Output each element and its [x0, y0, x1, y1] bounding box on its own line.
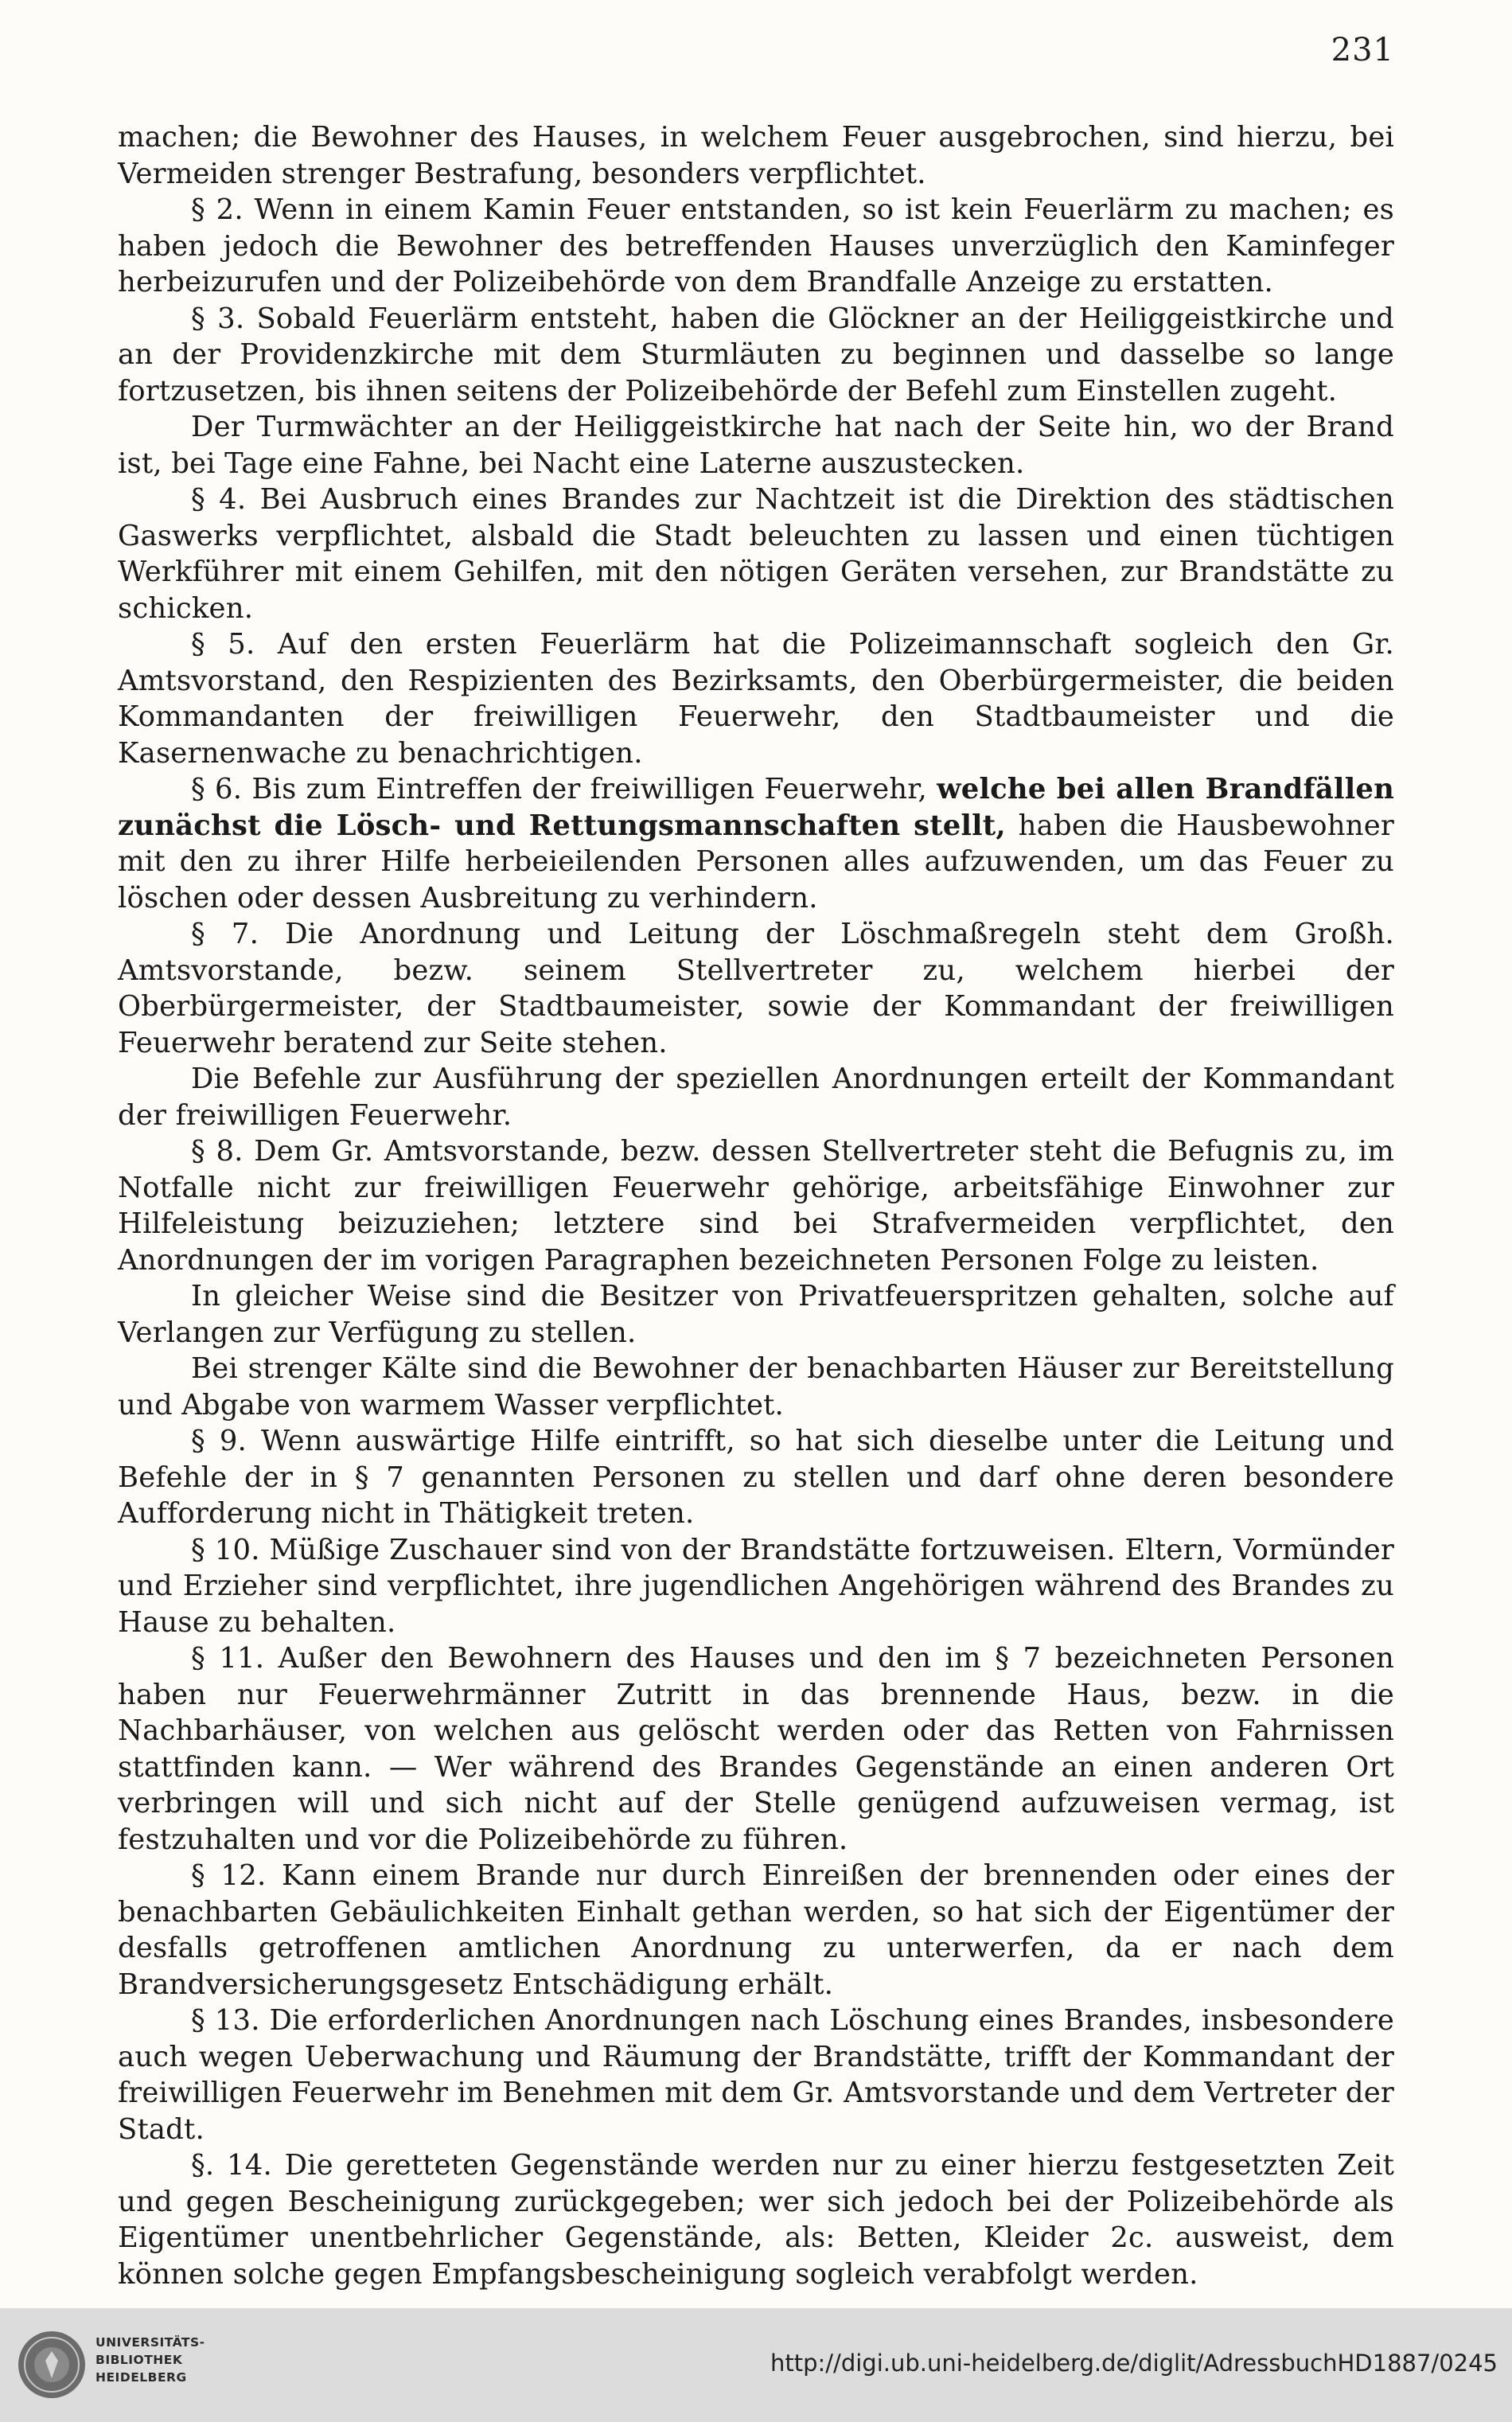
paragraph-section-8-private-pumps: In gleicher Weise sind die Besitzer von Privatfeuerspritzen gehalten, solche auf Verlangen zur Verfügung zu stellen.: [118, 1280, 1394, 1349]
page-number: 231: [1331, 32, 1394, 68]
paragraph-section-2: § 2. Wenn in einem Kamin Feuer entstanden, so ist kein Feuerlärm zu machen; es haben jedoch die Bewohner des betreffenden Hauses unverzüglich den Kaminfeger herbeizurufen und der Polizeibehörde von dem Brandfalle Anzeige zu erstatten.: [118, 193, 1394, 298]
logo-line-1: UNIVERSITÄTS-: [95, 2335, 205, 2350]
paragraph-section-10: § 10. Müßige Zuschauer sind von der Brandstätte fortzuweisen. Eltern, Vormünder und Erzieher sind verpflichtet, ihre jugendlichen Angehörigen während des Brandes zu Hause zu behalten.: [118, 1533, 1394, 1639]
viewer-footer: [0, 2308, 1512, 2422]
paragraph-section-7: § 7. Die Anordnung und Leitung der Löschmaßregeln steht dem Großh. Amtsvorstande, bezw. seinem Stellvertreter zu, welchem hierbei der Oberbürgermeister, der Stadtbaumeister, sowie der Kommandant der freiwilligen Feuerwehr beratend zur Seite stehen.: [118, 918, 1394, 1059]
section-6-emphasis: welche bei allen Brandfällen zunächst die Lösch- und Rettungsmannschaften stellt,: [118, 773, 1394, 842]
section-6-rest: haben die Hausbewohner mit den zu ihrer Hilfe herbeieilenden Personen alles aufzuwenden, um das Feuer zu löschen oder dessen Ausbreitung zu verhindern.: [118, 809, 1394, 915]
paragraph-section-5: § 5. Auf den ersten Feuerlärm hat die Polizeimannschaft sogleich den Gr. Amtsvorstand, den Respizienten des Bezirksamts, den Oberbürgermeister, die beiden Kommandanten der freiwilligen Feuerwehr, den Stadtbaumeister und die Kasernenwache zu benachrichtigen.: [118, 628, 1394, 770]
paragraph-section-14: §. 14. Die geretteten Gegenstände werden nur zu einer hierzu festgesetzten Zeit und gegen Bescheinigung zurückgegeben; wer sich jedoch bei der Polizeibehörde als Eigentümer unentbehrlicher Gegenstände, als: Betten, Kleider 2c. ausweist, dem können solche gegen Empfangsbescheinigung sogleich verabfolgt werden.: [118, 2149, 1394, 2291]
paragraph-section-8: § 8. Dem Gr. Amtsvorstande, bezw. dessen Stellvertreter steht die Befugnis zu, im Notfalle nicht zur freiwilligen Feuerwehr gehörige, arbeitsfähige Einwohner zur Hilfeleistung beizuziehen; letztere sind bei Strafvermeiden verpflichtet, den Anordnungen der im vorigen Paragraphen bezeichneten Personen Folge zu leisten.: [118, 1135, 1394, 1277]
paragraph-section-9: § 9. Wenn auswärtige Hilfe eintrifft, so hat sich dieselbe unter die Leitung und Befehle der in § 7 genannten Personen zu stellen und darf ohne deren besondere Aufforderung nicht in Thätigkeit treten.: [118, 1425, 1394, 1530]
section-6-lead: § 6. Bis zum Eintreffen der freiwilligen Feuerwehr,: [191, 773, 937, 805]
university-seal-icon: [16, 2329, 88, 2401]
paragraph-section-11: § 11. Außer den Bewohnern des Hauses und den im § 7 bezeichneten Personen haben nur Feuerwehrmänner Zutritt in das brennende Haus, bezw. in die Nachbarhäuser, von welchen aus gelöscht werden oder das Retten von Fahrnissen stattfinden kann. — Wer während des Brandes Gegenstände an einen anderen Ort verbringen will und sich nicht auf der Stelle genügend aufzuweisen vermag, ist festzuhalten und vor die Polizeibehörde zu führen.: [118, 1642, 1394, 1856]
paragraph-section-12: § 12. Kann einem Brande nur durch Einreißen der brennenden oder eines der benachbarten Gebäulichkeiten Einhalt gethan werden, so hat sich der Eigentümer der desfalls getroffenen amtlichen Anordnung zu unterwerfen, da er nach dem Brandversicherungsgesetz Entschädigung erhält.: [118, 1859, 1394, 2001]
logo-line-2: BIBLIOTHEK: [95, 2353, 183, 2367]
library-logo-text: [95, 2334, 205, 2386]
paragraph-section-7-orders: Die Befehle zur Ausführung der speziellen Anordnungen erteilt der Kommandant der freiwilligen Feuerwehr.: [118, 1063, 1394, 1132]
logo-line-3: HEIDELBERG: [95, 2370, 187, 2385]
paragraph-section-3-tower-watch: Der Turmwächter an der Heiliggeistkirche hat nach der Seite hin, wo der Brand ist, bei Tage eine Fahne, bei Nacht eine Laterne auszustecken.: [118, 411, 1394, 480]
paragraph-section-6: [118, 771, 1394, 916]
paragraph-section-13: § 13. Die erforderlichen Anordnungen nach Löschung eines Brandes, insbesondere auch wegen Ueberwachung und Räumung der Brandstätte, trifft der Kommandant der freiwilligen Feuerwehr im Benehmen mit dem Gr. Amtsvorstande und dem Vertreter der Stadt.: [118, 2004, 1394, 2146]
paragraph-section-3: § 3. Sobald Feuerlärm entsteht, haben die Glöckner an der Heiliggeistkirche und an der Providenzkirche mit dem Sturmläuten zu beginnen und dasselbe so lange fortzusetzen, bis ihnen seitens der Polizeibehörde der Befehl zum Einstellen zugeht.: [118, 302, 1394, 408]
paragraph-section-4: § 4. Bei Ausbruch eines Brandes zur Nachtzeit ist die Direktion des städtischen Gaswerks verpflichtet, alsbald die Stadt beleuchten zu lassen und einen tüchtigen Werkführer mit einem Gehilfen, mit den nötigen Geräten versehen, zur Brandstätte zu schicken.: [118, 483, 1394, 625]
page-body-text: [118, 119, 1394, 2292]
paragraph-continuation: machen; die Bewohner des Hauses, in welchem Feuer ausgebrochen, sind hierzu, bei Vermeiden strenger Bestrafung, besonders verpflichtet.: [118, 121, 1394, 190]
source-url-link[interactable]: http://digi.ub.uni-heidelberg.de/diglit/AdressbuchHD1887/0245: [770, 2350, 1498, 2377]
paragraph-section-8-warm-water: Bei strenger Kälte sind die Bewohner der benachbarten Häuser zur Bereitstellung und Abgabe von warmem Wasser verpflichtet.: [118, 1352, 1394, 1422]
